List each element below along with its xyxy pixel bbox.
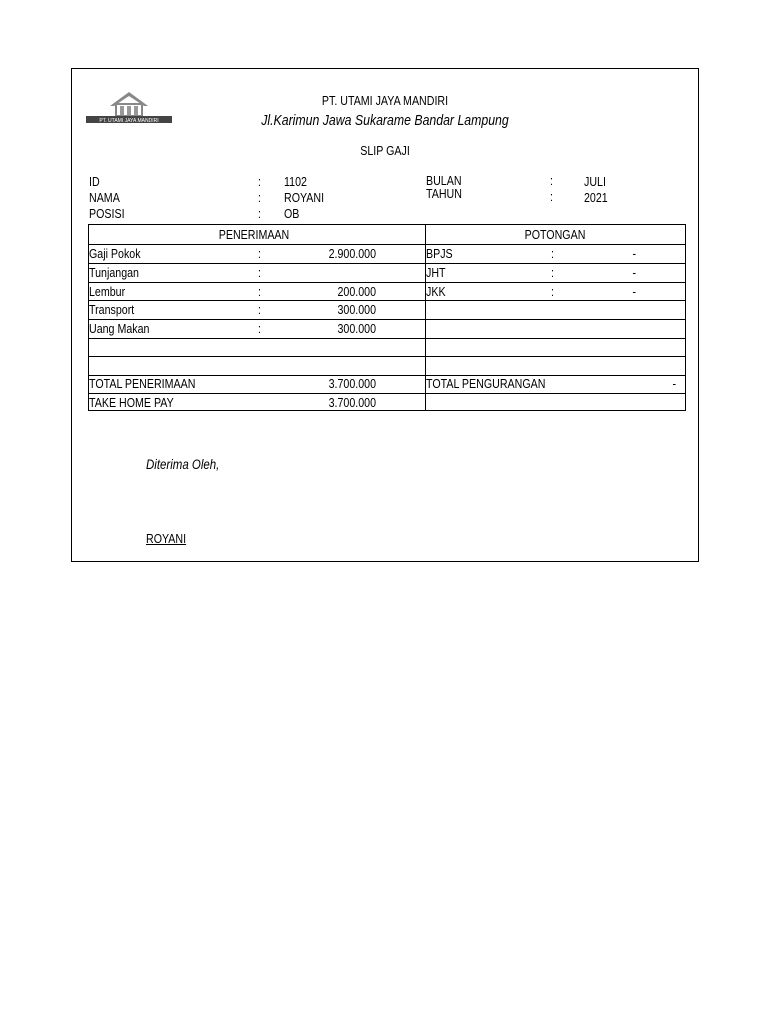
id-value: 1102: [284, 174, 307, 189]
total-penerimaan-value: 3.700.000: [328, 376, 376, 391]
penerimaan-label-1: Tunjangan: [89, 265, 139, 280]
received-by-label: Diterima Oleh,: [146, 456, 220, 472]
svg-text:PT. UTAMI JAYA MANDIRI: PT. UTAMI JAYA MANDIRI: [99, 118, 159, 124]
potongan-label-2: JKK: [426, 284, 446, 299]
total-pengurangan-value: -: [672, 376, 676, 391]
posisi-colon: :: [258, 206, 261, 221]
posisi-label: POSISI: [89, 206, 125, 221]
id-label: ID: [89, 174, 100, 189]
company-address: Jl.Karimun Jawa Sukarame Bandar Lampung: [261, 112, 509, 129]
potongan-colon-2: :: [551, 284, 554, 299]
potongan-label-0: BPJS: [426, 246, 453, 261]
signature-name: ROYANI: [146, 531, 187, 546]
potongan-header: POTONGAN: [524, 227, 586, 242]
nama-value: ROYANI: [284, 190, 325, 205]
company-logo: [82, 88, 176, 126]
bulan-label: BULAN: [426, 173, 462, 188]
penerimaan-colon-4: :: [258, 321, 261, 336]
company-name: PT. UTAMI JAYA MANDIRI: [321, 93, 449, 108]
penerimaan-value-3: 300.000: [337, 302, 376, 317]
bulan-colon: :: [550, 173, 553, 188]
nama-label: NAMA: [89, 190, 120, 205]
potongan-value-2: -: [632, 284, 636, 299]
take-home-pay-label: TAKE HOME PAY: [89, 395, 174, 410]
id-colon: :: [258, 174, 261, 189]
slip-title: SLIP GAJI: [360, 143, 410, 158]
penerimaan-colon-2: :: [258, 284, 261, 299]
tahun-label: TAHUN: [426, 186, 462, 201]
tahun-value: 2021: [584, 190, 608, 205]
penerimaan-value-4: 300.000: [337, 321, 376, 336]
penerimaan-label-2: Lembur: [89, 284, 126, 299]
potongan-colon-1: :: [551, 265, 554, 280]
penerimaan-label-0: Gaji Pokok: [89, 246, 141, 261]
total-pengurangan-label: TOTAL PENGURANGAN: [426, 376, 546, 391]
penerimaan-colon-3: :: [258, 302, 261, 317]
nama-colon: :: [258, 190, 261, 205]
penerimaan-colon-0: :: [258, 246, 261, 261]
penerimaan-value-2: 200.000: [337, 284, 376, 299]
total-penerimaan-label: TOTAL PENERIMAAN: [89, 376, 196, 391]
penerimaan-header: PENERIMAAN: [218, 227, 290, 242]
bulan-value: JULI: [584, 174, 606, 189]
potongan-label-1: JHT: [426, 265, 446, 280]
penerimaan-label-3: Transport: [89, 302, 135, 317]
take-home-pay-value: 3.700.000: [328, 395, 376, 410]
potongan-value-0: -: [632, 246, 636, 261]
penerimaan-value-0: 2.900.000: [328, 246, 376, 261]
posisi-value: OB: [284, 206, 300, 221]
tahun-colon: :: [550, 189, 553, 204]
penerimaan-colon-1: :: [258, 265, 261, 280]
potongan-value-1: -: [632, 265, 636, 280]
potongan-colon-0: :: [551, 246, 554, 261]
penerimaan-label-4: Uang Makan: [89, 321, 150, 336]
